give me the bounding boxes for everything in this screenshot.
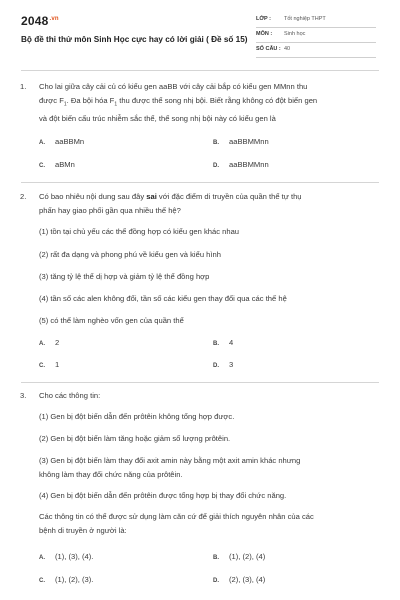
meta-label: MÔN : [256,31,273,37]
meta-row-subject [256,28,376,43]
statement: (2) Gen bị đột biến làm tăng hoặc giảm số lượng prôtêin. [39,434,231,443]
statement: (3) tăng tỷ lệ thể dị hợp và giảm tỷ lệ thể đồng hợp [39,272,210,281]
question-divider [21,182,379,183]
question-number: 1. [20,82,27,91]
meta-row-count [256,43,376,58]
exam-title: Bộ đề thi thử môn Sinh Học cực hay có lời giải ( Đề số 15) [21,35,248,44]
question-line: Cho lai giữa cây cải củ có kiểu gen aaBB với cây cải bắp có kiểu gen MMnn thu [39,82,308,91]
option-letter: C. [39,578,45,584]
text-part: . Đa bội hóa F [66,96,115,105]
statement: (5) có thể làm nghèo vốn gen của quần thể [39,316,184,325]
subscript: 1 [63,101,67,108]
meta-label: LỚP : [256,16,271,22]
option-text: 3 [229,360,234,369]
question-line [39,190,379,204]
option-letter: C. [39,363,45,369]
question-line: và đột biến cấu trúc nhiễm sắc thể, thể song nhị bội này có kiểu gen là [39,113,276,123]
option-letter: B. [213,555,219,561]
text-part: với đặc điểm di truyền của quần thể tự thụ [156,192,302,201]
option-text: 1 [55,360,60,369]
meta-value: 40 [284,46,291,52]
option-letter: A. [39,140,45,146]
logo-suffix: .vn [49,16,59,22]
question-text [39,389,379,403]
option-d[interactable] [213,360,233,369]
option-b[interactable] [213,338,233,347]
option-a[interactable] [39,552,93,561]
option-letter: D. [213,578,219,584]
option-c[interactable] [39,360,59,369]
question-divider [21,382,379,383]
statement: (1) tồn tại chủ yếu các thể đồng hợp có kiểu gen khác nhau [39,227,240,236]
option-letter: B. [213,140,219,146]
option-b[interactable] [213,552,265,561]
page-header [0,0,400,62]
statement: (4) tần số các alen không đổi, tần số các kiểu gen thay đổi qua các thế hệ [39,294,287,303]
logo-text: 2048 [21,14,49,28]
statement: (1) Gen bị đột biến dẫn đến prôtêin không tổng hợp được. [39,412,235,421]
exam-meta-table [256,13,376,58]
meta-value: Tốt nghiệp THPT [284,16,326,22]
meta-label: SỐ CÂU : [256,46,281,52]
option-c[interactable] [39,160,75,169]
statement: (3) Gen bị đột biến làm thay đổi axit amin này bằng một axit amin khác nhưng [39,456,301,465]
option-letter: B. [213,341,219,347]
option-text: aaBBMMnn [229,137,269,146]
option-text: aaBBMn [55,137,85,146]
option-letter: D. [213,163,219,169]
question-text [39,80,379,126]
option-d[interactable] [213,160,269,169]
question-text [39,190,379,218]
option-text: aaBBMMnn [229,160,269,169]
option-letter: A. [39,555,45,561]
question-number: 3. [20,391,27,400]
emphasis-text: sai [146,192,157,201]
question-line: bệnh di truyền ở người là: [39,526,127,535]
meta-row-class [256,13,376,28]
statement: không làm thay đổi chức năng của prôtêin. [39,470,183,479]
option-a[interactable] [39,338,59,347]
text-part: thu được thể song nhị bội. Biết rằng không có đột biến gen [117,96,318,105]
question-line [39,94,379,112]
option-text: 4 [229,338,234,347]
option-text: (1), (2), (4) [229,552,266,561]
option-b[interactable] [213,137,269,146]
option-text: 2 [55,338,60,347]
text-part: được F [39,96,64,105]
question-line: Các thông tin có thể được sử dụng làm căn cứ để giải thích nguyên nhân của các [39,512,314,521]
question-number: 2. [20,192,27,201]
statement: (2) rất đa dạng và phong phú về kiểu gen và kiểu hình [39,250,221,259]
question-line: Cho các thông tin: [39,391,101,400]
header-divider [21,70,379,71]
option-text: (1), (3), (4). [55,552,94,561]
site-logo[interactable] [21,14,59,28]
question-line: phấn hay giao phối gần qua nhiều thế hệ? [39,206,181,215]
option-text: aBMn [55,160,75,169]
option-c[interactable] [39,575,93,584]
option-a[interactable] [39,137,84,146]
option-text: (2), (3), (4) [229,575,266,584]
statement: (4) Gen bị đột biến dẫn đến prôtêin được tổng hợp bị thay đổi chức năng. [39,491,287,500]
meta-value: Sinh học [284,31,306,37]
option-letter: C. [39,163,45,169]
option-letter: D. [213,363,219,369]
option-d[interactable] [213,575,265,584]
option-text: (1), (2), (3). [55,575,94,584]
option-letter: A. [39,341,45,347]
text-part: Có bao nhiêu nội dung sau đây [39,192,147,201]
subscript: 1 [114,101,118,108]
